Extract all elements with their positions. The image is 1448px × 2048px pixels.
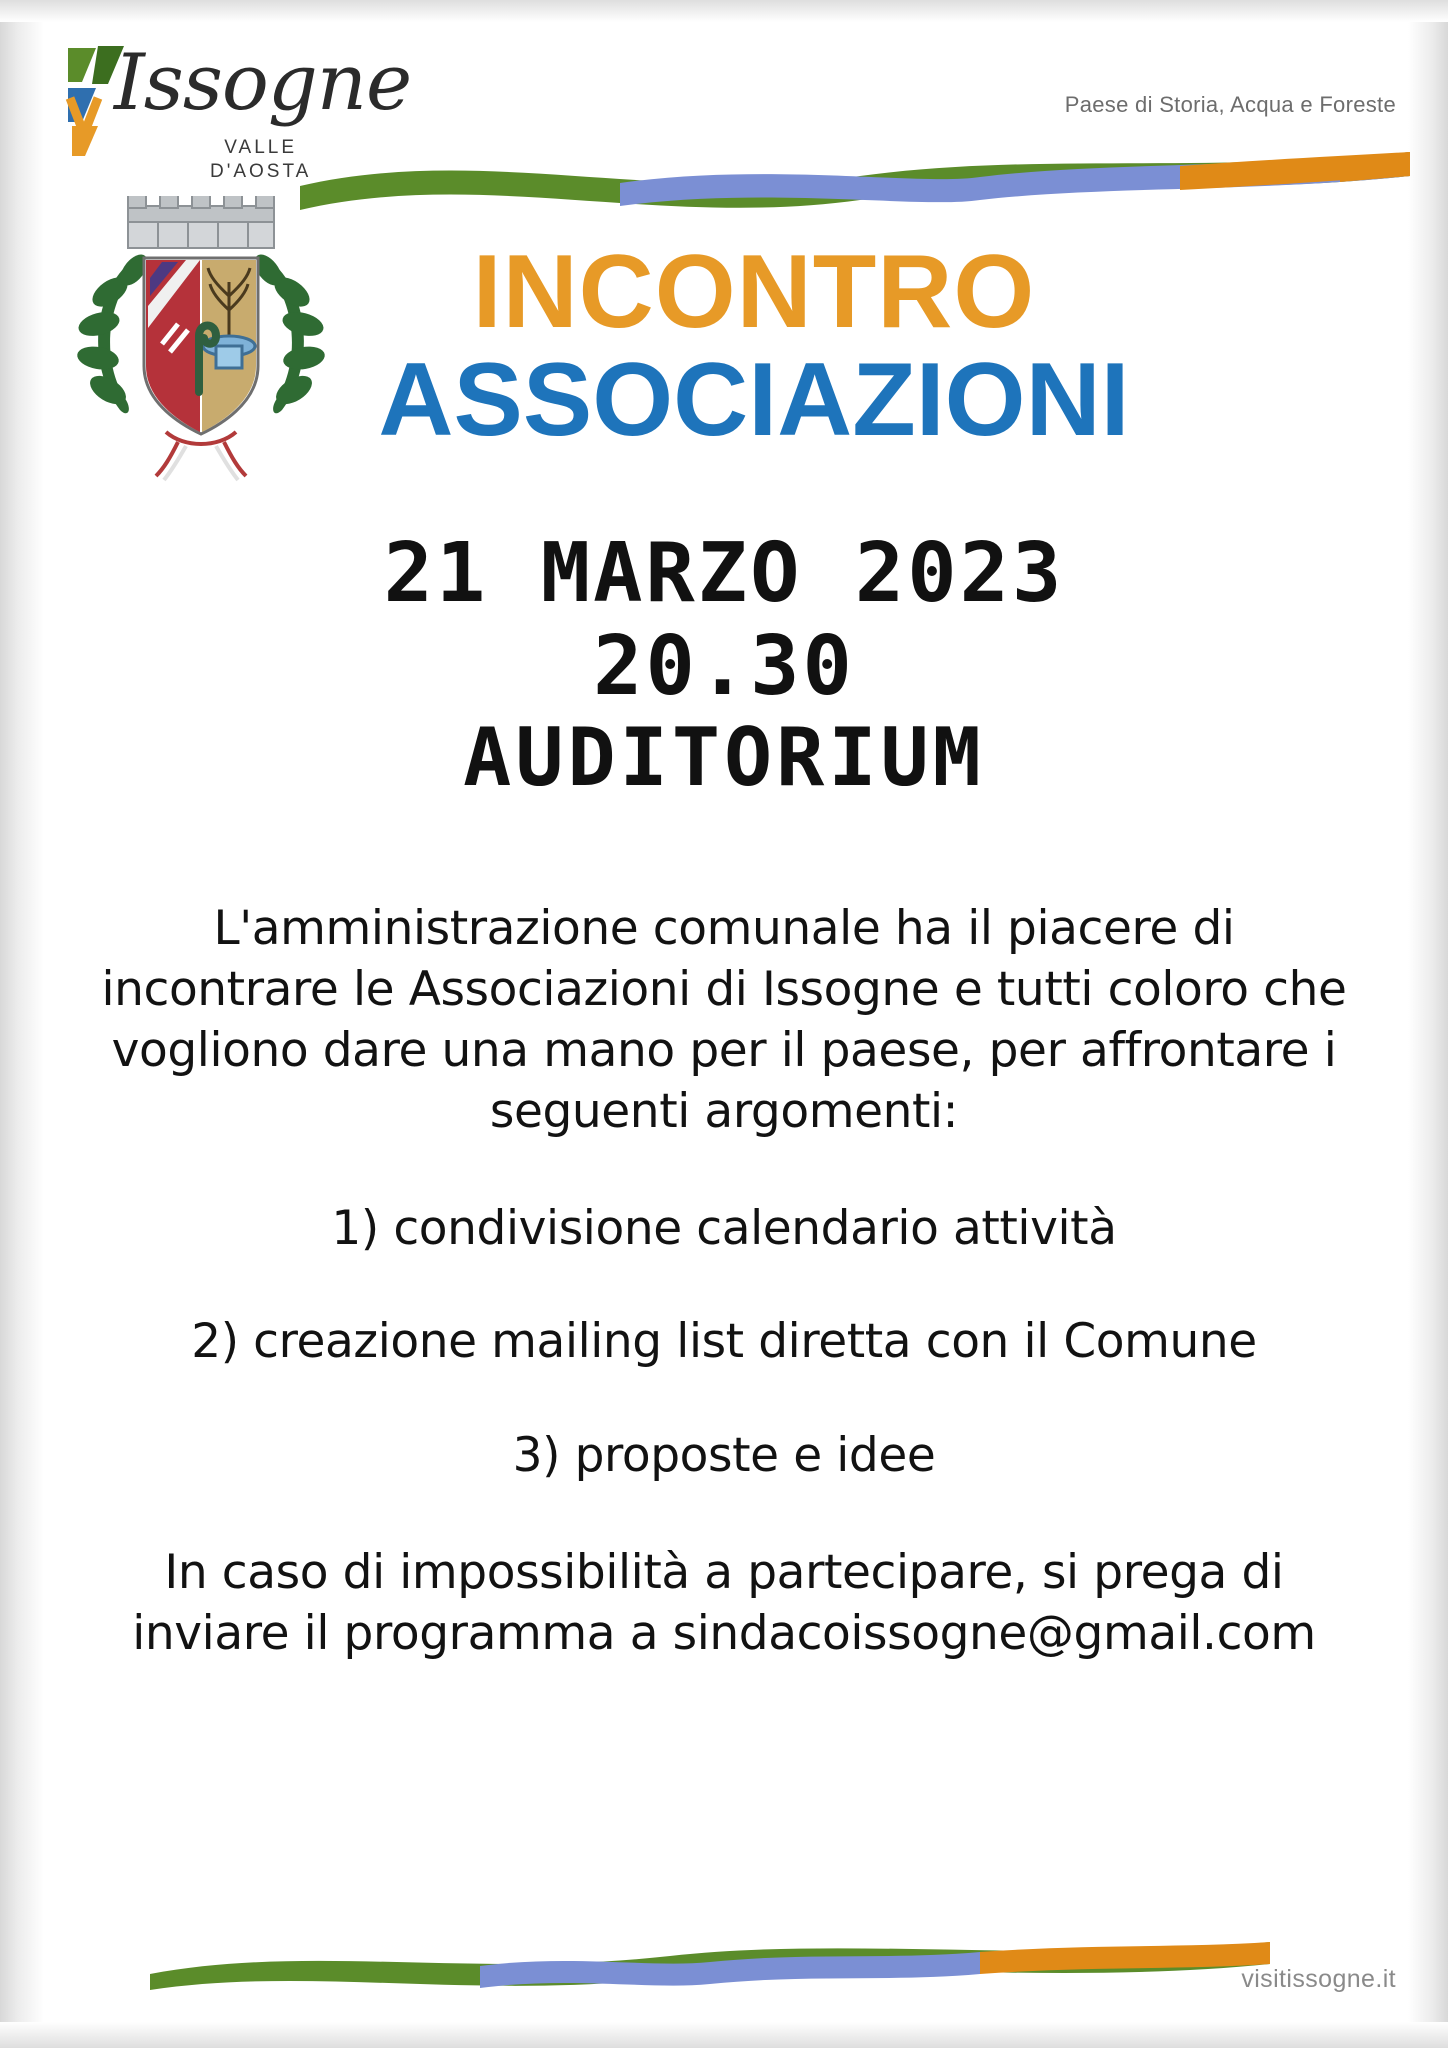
body-item-3: 3) proposte e idee (512, 1427, 936, 1483)
poster-body (96, 898, 1352, 1664)
ribbon-bottom-decoration (150, 1934, 1270, 1990)
ribbon-top-decoration (300, 150, 1410, 210)
logo-subtitle-line2: D'AOSTA (210, 160, 312, 182)
header-tagline: Paese di Storia, Acqua e Foreste (1064, 92, 1396, 117)
body-closing: In caso di impossibilità a partecipare, si prega di inviare il programma a sindacoissogne@gmail.com (132, 1544, 1316, 1661)
event-place: AUDITORIUM (463, 711, 985, 805)
title-line-2: ASSOCIAZIONI (378, 342, 1130, 459)
footer-website[interactable]: visitissogne.it (1241, 1965, 1396, 1993)
event-when (0, 528, 1448, 804)
page-edge-bottom (0, 2022, 1448, 2048)
title-line-1: INCONTRO (472, 234, 1036, 350)
logo-wordmark: Issogne (114, 38, 412, 128)
page-edge-top (0, 0, 1448, 22)
body-item-2: 2) creazione mailing list diretta con il Comune (191, 1314, 1257, 1370)
body-item-1: 1) condivisione calendario attività (331, 1201, 1117, 1257)
event-time: 20.30 (593, 618, 855, 714)
event-date: 21 MARZO 2023 (383, 526, 1065, 621)
logo-subtitle (210, 136, 311, 184)
body-intro: L'amministrazione comunale ha il piacere di incontrare le Associazioni di Issogne e tutti coloro che vogliono dare una mano per il paese, per affrontare i seguenti argomenti: (101, 901, 1347, 1140)
poster-title (0, 234, 1448, 459)
logo-subtitle-line1: VALLE (224, 137, 298, 158)
